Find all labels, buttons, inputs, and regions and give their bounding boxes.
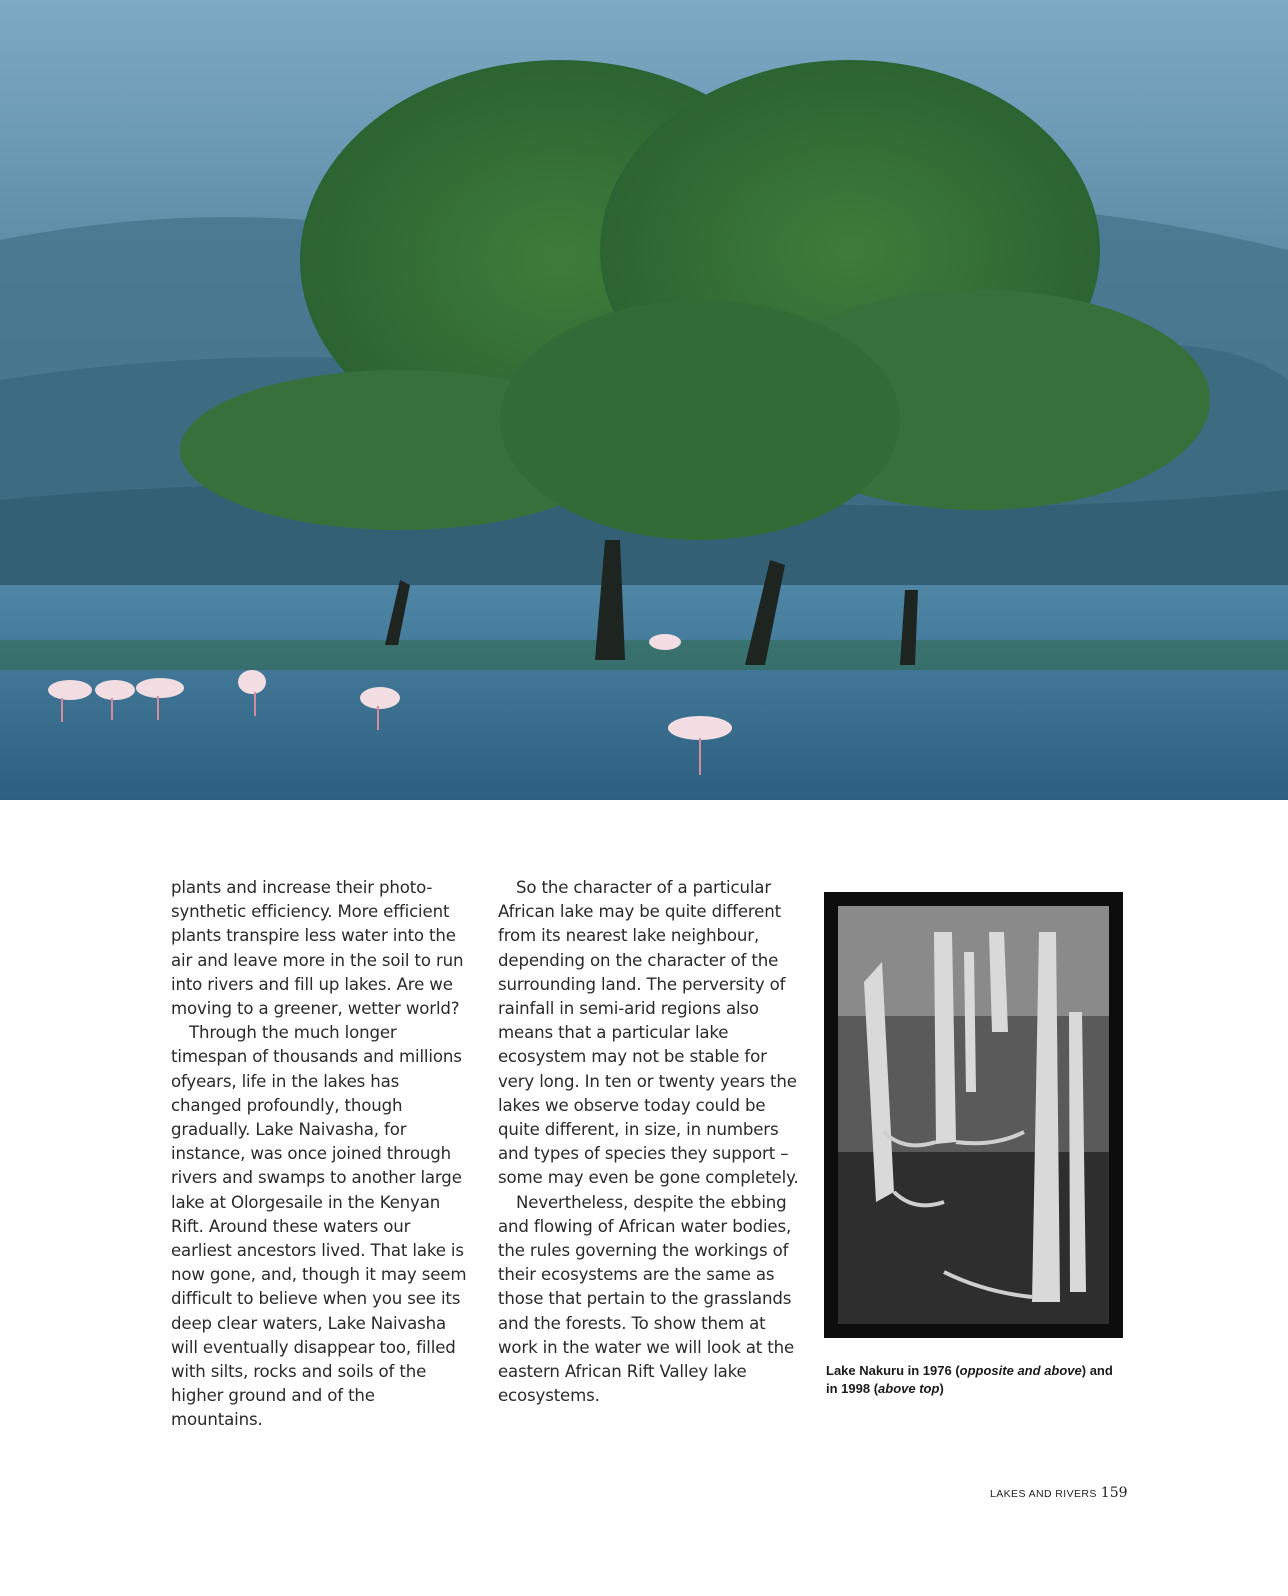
- caption-text: ): [939, 1381, 944, 1396]
- caption-text: Lake Nakuru in 1976 (: [826, 1363, 960, 1378]
- text-column-middle: [498, 876, 803, 1408]
- body-paragraph: Nevertheless, despite the ebbing and flowing of African water bodies, the rules governing the workings of their ecosystems are the same as those that pertain to the grasslands and the forests. To show them at work in the water we will look at the eastern African Rift Valley lake ecosystems.: [498, 1192, 795, 1406]
- running-footer-section: LAKES AND RIVERS: [990, 1488, 1097, 1500]
- caption-italic: opposite and above: [959, 1363, 1082, 1378]
- caption-italic: above top: [878, 1381, 940, 1396]
- bw-photo-dead-trees: [824, 892, 1123, 1338]
- caption-text: ) and in 1998 (: [826, 1363, 1113, 1396]
- body-paragraph: So the character of a particular African lake may be quite different from its nearest lake neighbour, depending on the character of the surrounding land. The perversity of rainfall in semi-arid regions also means that a particular lake ecosystem may not be stable for very long. In ten or twenty years the lakes we observe today could be quite different, in size, in numbers and types of species they support – some may even be gone completely.: [498, 878, 799, 1188]
- page-number: 159: [1100, 1485, 1128, 1501]
- text-column-left: [171, 876, 471, 1433]
- page-footer: [990, 1484, 1128, 1502]
- body-paragraph: plants and increase their photo-synthetic efficiency. More efficient plants transpire less water into the air and leave more in the soil to run into rivers and fill up lakes. Are we moving to a greener, wetter world?: [171, 878, 464, 1019]
- body-paragraph: Through the much longer timespan of thousands and millions ofyears, life in the lakes has changed profoundly, though gradually. Lake Naivasha, for instance, was once joined through rivers and swamps to another large lake at Olorgesaile in the Kenyan Rift. Around these waters our earliest ancestors lived. That lake is now gone, and, though it may seem difficult to believe when you see its deep clear waters, Lake Naivasha will eventually disappear too, filled with silts, rocks and soils of the higher ground and of the mountains.: [171, 1023, 467, 1430]
- photo-caption: [826, 1362, 1126, 1398]
